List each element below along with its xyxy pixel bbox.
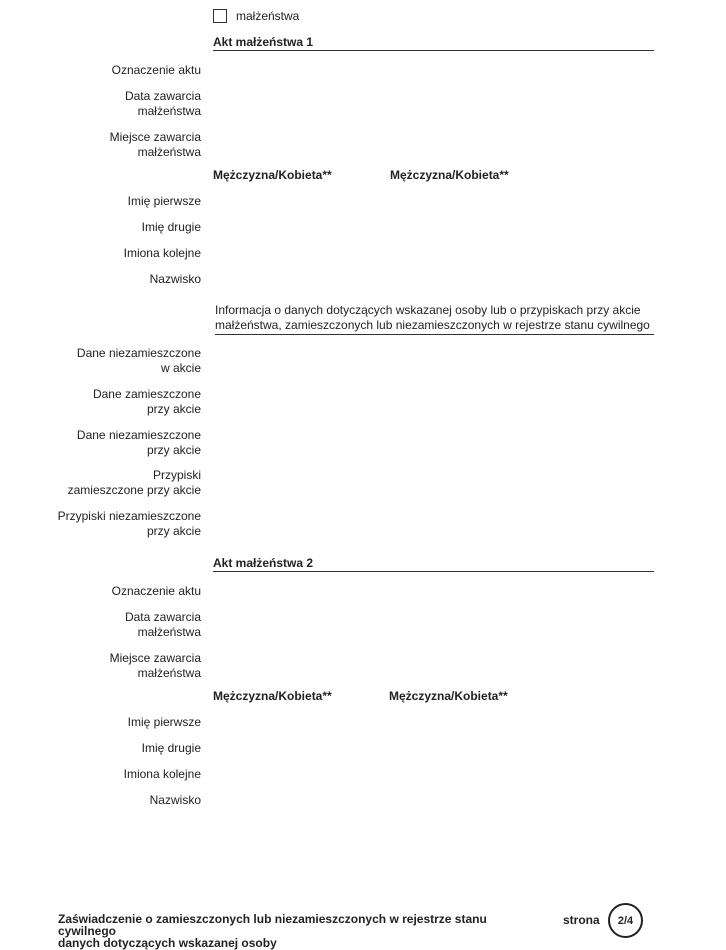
marriage-checkbox[interactable]	[213, 9, 227, 23]
act1-dane-niezamieszczone-przy-akcie-label: Dane niezamieszczone przy akcie	[76, 428, 201, 457]
act1-data-zawarcia-label: Data zawarcia małżeństwa	[124, 89, 201, 118]
act2-title: Akt małżeństwa 2	[213, 556, 654, 572]
act2-imiona-kolejne-label: Imiona kolejne	[123, 767, 201, 781]
act1-oznaczenie-label: Oznaczenie aktu	[111, 63, 201, 77]
act1-imie-drugie-label: Imię drugie	[141, 220, 201, 234]
act2-imie-pierwsze-label: Imię pierwsze	[127, 715, 201, 729]
act1-title: Akt małżeństwa 1	[213, 35, 654, 51]
marriage-checkbox-label: małżeństwa	[236, 9, 300, 23]
act1-dane-zamieszczone-przy-akcie-label: Dane zamieszczone przy akcie	[92, 387, 201, 416]
act2-imie-drugie-label: Imię drugie	[141, 741, 201, 755]
act1-przypiski-zamieszczone-label: Przypiski zamieszczone przy akcie	[67, 468, 201, 497]
act1-imie-pierwsze-label: Imię pierwsze	[127, 194, 201, 208]
act1-imiona-kolejne-label: Imiona kolejne	[123, 246, 201, 260]
footer-document-title: Zaświadczenie o zamieszczonych lub niezamieszczonych w rejestrze stanu cywilnego danych dotyczących wskazanej osoby	[58, 912, 487, 950]
act1-przypiski-niezamieszczone-label: Przypiski niezamieszczone przy akcie	[57, 509, 201, 538]
act1-dane-niezamieszczone-w-akcie-label: Dane niezamieszczone w akcie	[76, 346, 201, 375]
act2-miejsce-zawarcia-label: Miejsce zawarcia małżeństwa	[109, 651, 201, 680]
act1-miejsce-zawarcia-label: Miejsce zawarcia małżeństwa	[109, 130, 201, 159]
act2-nazwisko-label: Nazwisko	[149, 793, 201, 807]
act1-nazwisko-label: Nazwisko	[149, 272, 201, 286]
footer-page-label: strona	[563, 913, 600, 927]
page-number-badge	[608, 903, 643, 938]
act1-column-header-1: Mężczyzna/Kobieta**	[213, 168, 332, 182]
act2-data-zawarcia-label: Data zawarcia małżeństwa	[124, 610, 201, 639]
act2-column-header-1: Mężczyzna/Kobieta**	[213, 689, 332, 703]
act2-oznaczenie-label: Oznaczenie aktu	[111, 584, 201, 598]
act1-info-heading: Informacja o danych dotyczących wskazanej osoby lub o przypiskach przy akcie małżeństwa, zamieszczonych lub niezamieszczonych w rejestrze stanu cywilnego	[215, 303, 654, 335]
act2-column-header-2: Mężczyzna/Kobieta**	[389, 689, 508, 703]
page-number: 2/4	[617, 914, 634, 927]
act1-column-header-2: Mężczyzna/Kobieta**	[390, 168, 509, 182]
